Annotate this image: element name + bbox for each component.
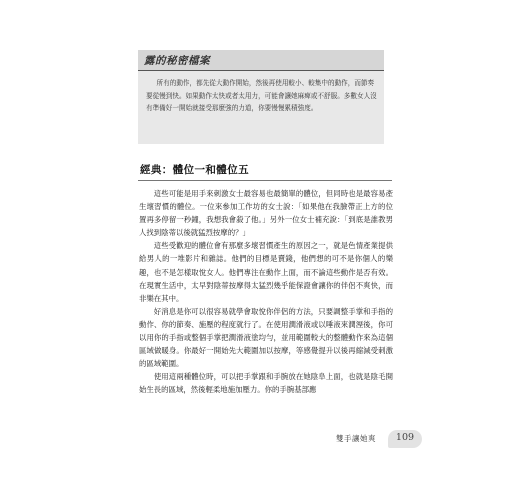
body-line: 的可不是你個人的樂趣，也不是怎樣取悅女人。他們專注在動作上 (139, 254, 393, 277)
secret-file-header (138, 50, 384, 71)
body-line: 在我臉帶正上方的位置再多停留一秒鐘，我想我會殺了他。」另外一 (139, 202, 393, 225)
body-paragraph (139, 239, 393, 304)
secret-file-line: 你要慢慢累積強度。 (258, 104, 318, 113)
body-line: 太猛烈幾乎能保證會讓你的伴侶不爽快，而非樂在其中。 (139, 280, 393, 303)
body-paragraph (139, 187, 393, 239)
secret-file-paragraph (146, 77, 378, 115)
body-paragraph (139, 370, 393, 396)
page-number: 109 (395, 432, 415, 443)
body-line: 使用這兩種體位時，可以把手掌跟和手腕放在她陰阜上面，也 (153, 372, 356, 382)
secret-file-line: 所有的動作，都先從大動作開始，然後再使用較小、較集中的 (156, 79, 335, 87)
page-number-badge (388, 430, 422, 448)
body-line: 好消息是你可以很容易就學會取悅你伴侶的方法，只要調整手 (153, 306, 356, 316)
secret-file-line: 麻痺或不舒服。多數女人沒有準備好一開始就接受那麼強的力道， (146, 91, 377, 113)
body-line: 範圍加以按摩，等感覺提升以後再縮減受刺激的區域範圍。 (139, 346, 393, 369)
secret-file-title: 露的秘密檔案 (144, 55, 210, 67)
body-line: 就是陰毛開始生長的區域，然後輕柔地施加壓力。你的手腕基部應 (139, 372, 393, 395)
section-divider (138, 180, 392, 181)
running-footer-title: 雙手讓她爽 (336, 434, 376, 443)
body-line: 並用範圍較大的整體動作來為這個區域做暖身。你最好一開始先大 (139, 333, 393, 356)
body-paragraph (139, 305, 393, 370)
body-line: 是最容易產生壞習慣的體位。一位來參加工作坊的女士說：「如果他 (139, 189, 393, 212)
secret-file-box (138, 50, 384, 144)
secret-file-line: 動作，而節奏要從慢到快。如果動作太快或者太用力，可能會讓她 (146, 79, 375, 100)
body-line: 這些受歡迎的體位會有那麼多壞習慣產生的原因之一，就是色 (153, 241, 356, 251)
secret-file-body (146, 77, 378, 115)
body-line: 面，而不論這些動作是否有效。在現實生活中，太早對陰蒂按摩得 (139, 267, 393, 290)
body-text (139, 187, 393, 397)
page-footer (336, 430, 426, 450)
section-title: 經典：體位一和體位五 (140, 164, 249, 176)
body-line: 情產業提供給男人的一堆影片和雜誌。他們的目標是賣錢，他們想 (139, 241, 393, 264)
body-line: 這些可能是用手來刺激女士最容易也最簡單的體位，但同時也 (153, 189, 356, 198)
body-line: 以唾液來潤溼後，你可以用你的手指或整個手掌把潤滑液塗均勻， (139, 319, 393, 343)
body-line: 位女士補充說：「到底是誰教男人找到陰蒂以後就猛烈按摩的？」 (139, 215, 393, 238)
body-line: 掌和手指的動作、你的節奏、施壓的程度就行了。在使用潤滑液或 (139, 306, 393, 329)
